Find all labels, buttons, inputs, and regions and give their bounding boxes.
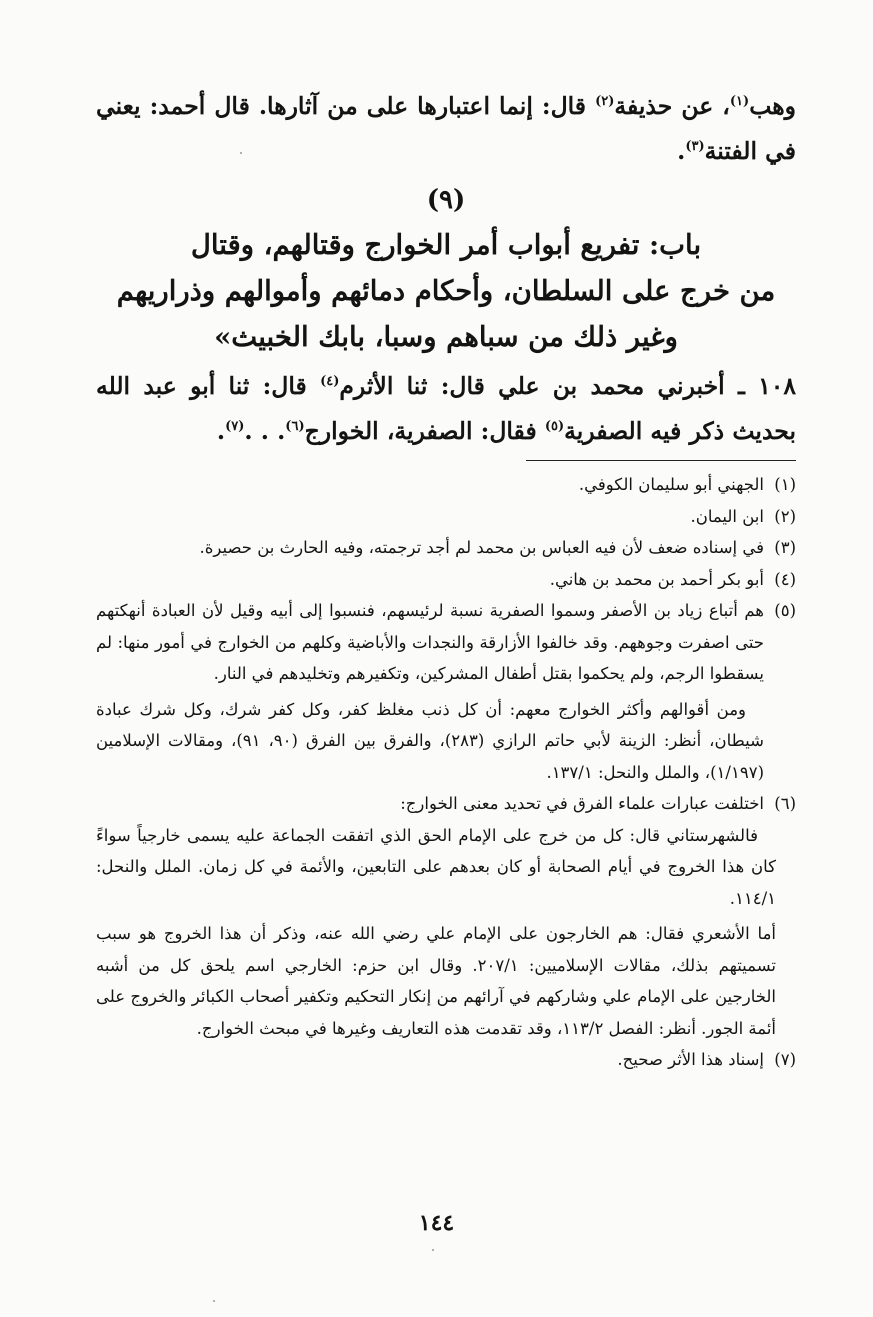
chapter-title-line: باب: تفريع أبواب أمر الخوارج وقتالهم، وقتال (190, 229, 702, 261)
footnote-ref[interactable]: (٥) (544, 419, 565, 435)
chapter-title (96, 222, 796, 360)
footnote-text: ومن أقوالهم وأكثر الخوارج معهم: أن كل ذنب مغلظ كفر، وكل كفر شرك، وكل شرك عبادة شيطان، أنظر: الزينة لأبي حاتم الرازي (٢٨٣)، والفرق بين الفرق (٩٠، ٩١)، ومقالات الإسلامين (١/١٩٧)، والملل والنحل: ١٣٧/١. (96, 699, 764, 782)
scan-speck (432, 1249, 434, 1251)
footnote-2 (96, 501, 796, 533)
hadith-text: ١٠٨ ـ أخبرني محمد بن علي قال: ثنا الأثرم (339, 372, 797, 400)
footnote-ref[interactable]: (٧) (225, 419, 245, 435)
footnote-6 (96, 788, 796, 820)
footnote-divider (526, 460, 796, 461)
scan-speck (240, 152, 242, 154)
footnote-6-continuation (96, 820, 796, 1045)
footnote-3 (96, 532, 796, 564)
footnote-7 (96, 1044, 796, 1076)
footnote-text: فالشهرستاني قال: كل من خرج على الإمام الحق الذي اتفقت الجماعة عليه يسمى خارجياً سواءً كان هذا الخروج في أيام الصحابة أو كان بعدهم على التابعين، والأئمة في كل زمان. الملل والنحل: ١١٤/١. (96, 825, 776, 908)
footnote-ref[interactable]: (٤) (320, 374, 340, 390)
footnote-text: اختلفت عبارات علماء الفرق في تحديد معنى الخوارج: (400, 794, 764, 813)
hadith-text: . (216, 417, 226, 445)
footnote-number: (٥) (774, 601, 796, 620)
footnote-number: (٤) (774, 569, 796, 589)
footnote-number: (٢) (774, 506, 796, 526)
footnote-ref[interactable]: (٣) (685, 139, 705, 155)
intro-paragraph (96, 84, 796, 174)
footnote-5 (96, 595, 796, 788)
footnote-ref[interactable]: (٦) (285, 419, 305, 435)
footnote-number: (٦) (774, 794, 796, 813)
footnote-text: أبو بكر أحمد بن محمد بن هاني. (549, 569, 764, 589)
chapter-title-line: وغير ذلك من سباهم وسبا، بابك الخبيث» (214, 321, 678, 353)
footnote-text: الجهني أبو سليمان الكوفي. (578, 475, 764, 494)
footnote-number: (٧) (774, 1050, 796, 1069)
footnote-1 (96, 469, 796, 501)
hadith-text: قال: ثنا أبو عبد الله بحديث (96, 372, 796, 445)
footnote-ref[interactable]: (٢) (595, 94, 615, 110)
footnote-text: ابن اليمان. (690, 506, 764, 526)
intro-text: قال: إنما اعتبارها على من آثارها. قال (214, 92, 596, 120)
footnote-text: أما الأشعري فقال: هم الخارجون على الإمام علي رضي الله عنه، وذكر أن هذا الخروج هو سبب تسميتهم بذلك، مقالات الإسلاميين: ٢٠٧/١. وقال ابن حزم: الخارجي اسم يلحق كل من أشبه الخارجين على الإمام علي وشاركهم في آرائهم من إنكار التحكيم وتكفير أصحاب الكبائر والخروج على أئمة الجور. أنظر: الفصل ١١٣/٢، وقد تقدمت هذه التعاريف وغيرها في مبحث الخوارج. (96, 924, 777, 1038)
hadith-paragraph (96, 364, 796, 454)
footnote-4 (96, 564, 796, 596)
intro-text: وهب (749, 92, 797, 120)
chapter-number: (٩) (426, 185, 466, 215)
footnote-number: (١) (774, 475, 796, 494)
page-body (96, 84, 796, 1076)
scan-speck (213, 1300, 215, 1302)
footnote-number: (٣) (774, 538, 796, 557)
intro-text: ، عن حذيفة (614, 92, 730, 120)
footnote-text: إسناد هذا الأثر صحيح. (617, 1050, 764, 1069)
footnote-ref[interactable]: (١) (729, 94, 750, 110)
chapter-title-line: من خرج على السلطان، وأحكام دمائهم وأموالهم وذراريهم (116, 275, 776, 307)
hadith-text: . . . (244, 417, 286, 445)
intro-text: أحمد: يعني في الفتنة (96, 92, 796, 165)
hadith-text: ذكر فيه الصفرية (564, 417, 725, 445)
page-number: ١٤٤ (418, 1210, 455, 1236)
hadith-text: فقال: الصفرية، الخوارج (304, 417, 545, 445)
footnotes-section (96, 469, 796, 1076)
intro-text: . (677, 137, 686, 165)
footnote-text: هم أتباع زياد بن الأصفر وسموا الصفرية نسبة لرئيسهم، فنسبوا إلى أبيه وقيل لأن العبادة أنهكتهم حتى اصفرت وجوههم. وقد خالفوا الأزارقة والنجدات والأباضية وكلهم من الخوارج في أمور منها: لم يسقطوا الرجم، ولم يحكموا بقتل أطفال المشركين، وتكفيرهم وتخليدهم في النار. (96, 601, 764, 683)
footnote-text: في إسناده ضعف لأن فيه العباس بن محمد لم أجد ترجمته، وفيه الحارث بن حصيرة. (199, 538, 764, 557)
